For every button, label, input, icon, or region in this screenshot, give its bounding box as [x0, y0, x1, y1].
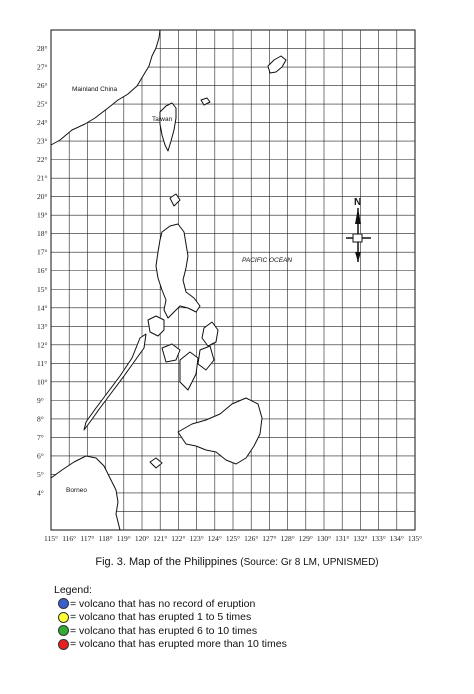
- land-masses: [51, 30, 286, 530]
- longitude-labels: [44, 534, 422, 543]
- caption-source: (Source: Gr 8 LM, UPNISMED): [240, 557, 379, 568]
- caption-main: Fig. 3. Map of the Philippines: [95, 556, 238, 568]
- latitude-label: 25°: [37, 99, 48, 109]
- borneo-label: Borneo: [66, 487, 87, 494]
- mindanao-island: [178, 398, 262, 464]
- latitude-label: 16°: [37, 266, 48, 276]
- latitude-label: 20°: [37, 192, 48, 202]
- red-dot-icon: [58, 639, 69, 650]
- legend: [54, 583, 287, 651]
- panay-island: [162, 344, 180, 362]
- negros-cebu-islands: [180, 352, 198, 390]
- compass-north-label: N: [354, 197, 362, 208]
- longitude-label: 130°: [316, 534, 332, 543]
- longitude-label: 133°: [371, 534, 386, 543]
- leyte-bohol-islands: [198, 346, 214, 370]
- pacific-ocean-label: PACIFIC OCEAN: [242, 257, 293, 264]
- latitude-label: 9°: [37, 395, 44, 405]
- longitude-label: 129°: [298, 534, 313, 543]
- longitude-label: 118°: [98, 534, 113, 543]
- longitude-label: 117°: [80, 534, 95, 543]
- legend-item-6-to-10: [54, 624, 287, 638]
- longitude-label: 135°: [407, 534, 423, 543]
- longitude-label: 115°: [44, 534, 58, 543]
- latitude-label: 19°: [37, 210, 48, 220]
- compass-center-icon: [353, 234, 362, 242]
- latitude-label: 28°: [37, 44, 48, 54]
- legend-item-label: = volcano that has erupted more than 10 times: [70, 638, 287, 651]
- legend-item-label: = volcano that has no record of eruption: [70, 597, 256, 610]
- taiwan-island: [160, 103, 176, 151]
- latitude-label: 6°: [37, 451, 44, 461]
- longitude-label: 119°: [116, 534, 131, 543]
- latitude-label: 15°: [37, 284, 48, 294]
- latitude-label: 11°: [37, 358, 48, 368]
- latitude-label: 13°: [37, 321, 48, 331]
- latitude-label: 27°: [37, 62, 48, 72]
- latitude-label: 4°: [37, 488, 44, 498]
- latitude-label: 23°: [37, 136, 48, 146]
- longitude-label: 132°: [353, 534, 368, 543]
- latitude-label: 22°: [37, 155, 48, 165]
- ryukyu-island: [268, 56, 286, 73]
- longitude-label: 122°: [171, 534, 186, 543]
- latitude-label: 12°: [37, 340, 48, 350]
- legend-item-no-eruption: [54, 597, 287, 611]
- latitude-label: 18°: [37, 229, 48, 239]
- samar-island: [202, 322, 218, 346]
- latitude-label: 7°: [37, 432, 44, 442]
- latitude-labels: [37, 44, 48, 497]
- taiwan-label: Taiwan: [152, 116, 173, 123]
- longitude-label: 120°: [134, 534, 150, 543]
- latitude-label: 14°: [37, 303, 48, 313]
- latitude-label: 21°: [37, 173, 48, 183]
- figure-caption: [0, 556, 474, 568]
- longitude-label: 131°: [335, 534, 350, 543]
- mindoro-island: [148, 316, 164, 336]
- blue-dot-icon: [58, 598, 69, 609]
- latitude-label: 8°: [37, 414, 44, 424]
- longitude-label: 123°: [189, 534, 204, 543]
- longitude-label: 116°: [62, 534, 77, 543]
- mainland-china-label: Mainland China: [72, 86, 118, 93]
- legend-title: Legend:: [54, 584, 92, 596]
- yellow-dot-icon: [58, 612, 69, 623]
- longitude-label: 124°: [207, 534, 222, 543]
- longitude-label: 125°: [225, 534, 241, 543]
- longitude-label: 126°: [244, 534, 259, 543]
- latitude-label: 26°: [37, 81, 48, 91]
- longitude-label: 121°: [153, 534, 168, 543]
- latitude-label: 24°: [37, 118, 48, 128]
- longitude-label: 128°: [280, 534, 295, 543]
- latitude-label: 17°: [37, 247, 48, 257]
- legend-item-more-than-10: [54, 638, 287, 652]
- longitude-label: 127°: [262, 534, 277, 543]
- legend-item-label: = volcano that has erupted 1 to 5 times: [70, 611, 252, 624]
- latitude-label: 5°: [37, 469, 44, 479]
- legend-item-label: = volcano that has erupted 6 to 10 times: [70, 624, 258, 637]
- green-dot-icon: [58, 625, 69, 636]
- latitude-label: 10°: [37, 377, 48, 387]
- longitude-label: 134°: [389, 534, 404, 543]
- legend-item-1-to-5: [54, 611, 287, 625]
